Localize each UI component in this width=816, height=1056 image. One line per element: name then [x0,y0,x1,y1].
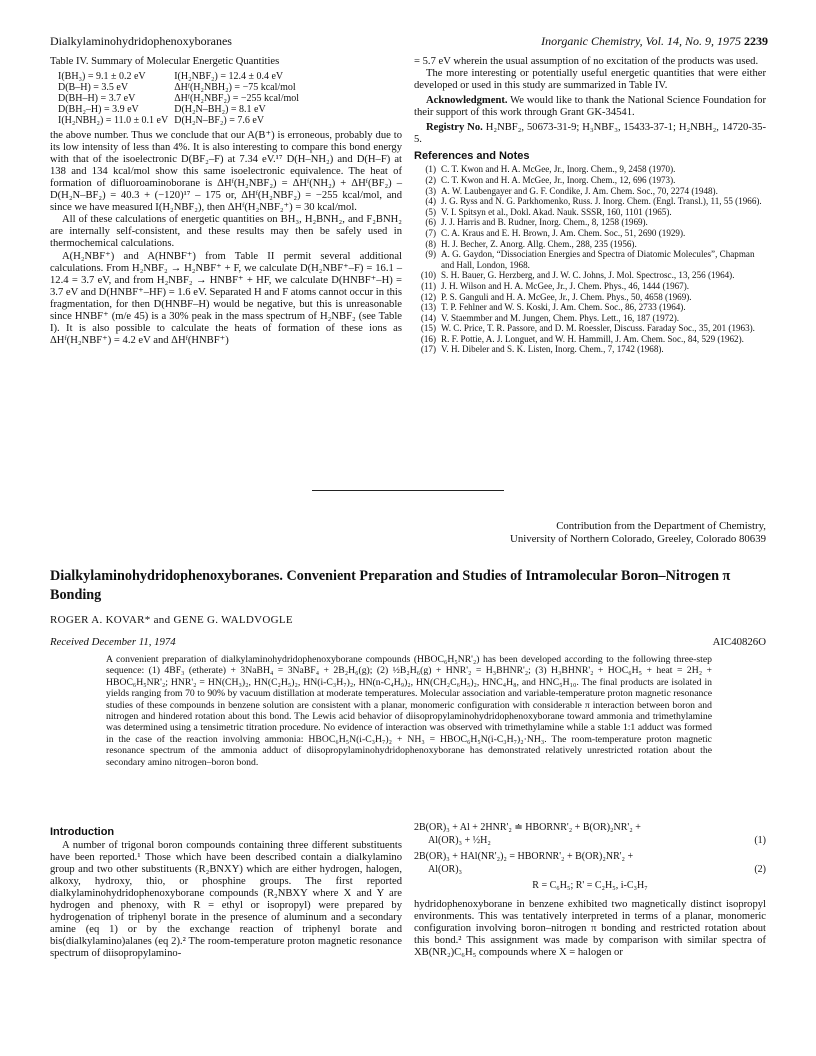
article-title: Dialkylaminohydridophenoxyboranes. Convenient Preparation and Studies of Intramolecular Boron–Nitrogen π Bonding [50,568,731,603]
equation-number: (1) [754,834,766,846]
reference-item [414,344,766,355]
page-number: 2239 [744,34,768,48]
equation-number: (2) [754,863,766,875]
table-cell: I(H₂NBF₂) = 12.4 ± 0.4 eV [174,71,284,83]
reference-item [414,164,766,175]
reference-number: (14) [420,312,436,323]
reference-number: (6) [425,217,436,228]
introduction-section [50,822,402,961]
paragraph: The more interesting or potentially useful energetic quantities that were either developed or used in this study are summarized in Table IV. [414,68,766,92]
table-title: Table IV. Summary of Molecular Energetic Quantities [50,56,280,67]
reference-number: (3) [425,185,436,196]
reference-number: (4) [425,196,436,207]
left-column [50,56,402,347]
running-header-title: Dialkylaminohydridophenoxyboranes [50,34,232,48]
acknowledgment-label: Acknowledgment. [426,95,508,107]
paragraph: hydridophenoxyborane in benzene exhibited two magnetically distinct isopropyl environments. This was tentatively interpreted in terms of a planar, monomeric configuration involving boron–nitrogen π bonding and restricted rotation about this bond.² This assignment was made by comparison with similar spectra of XB(NR₂)C₆H₅ compounds where X = halogen or [414,898,766,958]
introduction-heading: Introduction [50,826,115,838]
reference-text: T. P. Fehlner and W. S. Koski, J. Am. Chem. Soc., 86, 2733 (1964). [441,302,686,313]
equation-line: 2B(OR)₃ + Al + 2HNR'₂ ≐ HBORNR'₂ + B(OR)₂NR'₂ + [414,822,641,833]
reference-item [414,249,766,270]
reference-text: J. J. Harris and B. Rudner, Inorg. Chem., 8, 1258 (1969). [441,217,648,228]
contribution-affiliation [400,520,766,545]
reference-item [414,217,766,228]
reference-text: A. W. Laubengayer and G. F. Condike, J. Am. Chem. Soc., 70, 2274 (1948). [441,185,718,196]
manuscript-code: AIC40826O [712,636,766,648]
table-cell: D(BH–H) = 3.7 eV [58,93,136,105]
reference-text: V. I. Spitsyn et al., Dokl. Akad. Nauk. SSSR, 160, 1101 (1965). [441,206,672,217]
paragraph: A number of trigonal boron compounds containing three different substituents have been reported.¹ Those which have been described contain a dialkylamino group and two other substituents (R₂BNXY) which are either hydrogen, halogen, alkoxy, hydroxy, thio, or phosphine groups. The first reported dialkylaminohydridophenoxyborane compounds (R₂NBXY where X and Y are hydrogen and phenoxy, with R = ethyl or isopropyl) were prepared by hydrogenation of triphenyl borate in the presence of aluminum and a secondary amine (eq 1) or by the exchange reaction of triphenyl borate and bis(dialkylamino)alanes (eq 2).² The room-temperature proton magnetic resonance spectrum of diisopropylamino- [50,840,402,960]
table-cell: ΔHᶠ(H₂NBH₂) = −75 kcal/mol [174,82,296,94]
reference-item [414,313,766,324]
reference-number: (16) [420,333,436,344]
table-cell: D(BH₂–H) = 3.9 eV [58,104,139,116]
reference-item [414,239,766,250]
table-row [58,82,305,93]
contribution-line: Contribution from the Department of Chemistry, [556,520,766,532]
equation-line: Al(OR)₃ [428,863,463,875]
reference-number: (13) [420,302,436,313]
abstract: A convenient preparation of dialkylaminohydridophenoxyborane compounds (HBOC₆H₅NR'₂) has been developed according to the following three-step sequence: (1) 4BF₃ (etherate) + 3NaBH₄ = 3NaBF₄ + 2B₂H₆(g); (2) ½B₂H₆(g) + HNR'₂ = H₃BHNR'₂; (3) H₃BHNR'₂ + HOC₆H₅ + heat = 2H₂ + HBOC₆H₅NR'₂; HNR'₂ = HN(CH₃)₂, HN(C₂H₅)₂, HN(i-C₃H₇)₂, HN(n-C₄H₉)₂, HN(CH₂C₆H₅)₂, HNC₄H₈, and HNC₅H₁₀. The final products are isolated in yields ranging from 70 to 90% by vacuum distillation at moderate temperatures. Molecular association and variable-temperature proton magnetic resonance studies of these compounds in benzene solution are consistent with a planar, monomeric configuration with considerable π interaction between boron and nitrogen and hindered rotation about this bond. The Lewis acid behavior of diisopropylaminohydridophenoxyborane toward ammonia and trimethylamine was determined using a tensimetric titration procedure. No evidence of interaction was observed with trimethylamine while a stable 1:1 adduct was formed in the case of the reaction involving ammonia: HBOC₆H₅N(i-C₃H₇)₂ + NH₃ = HBOC₆H₅N(i-C₃H₇)₂·NH₃. The room-temperature proton magnetic resonance spectrum of the ammonia adduct of diisopropylaminohydridophenoxyborane has demonstrated relatively unrestricted rotation about the secondary amino nitrogen–boron bond. [106,654,712,768]
reference-text: W. C. Price, T. R. Passore, and D. M. Roessler, Discuss. Faraday Soc., 35, 201 (1963). [441,323,755,334]
reference-item [414,270,766,281]
reference-item [414,186,766,197]
right-column [414,56,766,355]
acknowledgment [414,95,766,119]
reference-text: V. Staemmber and M. Jungen, Chem. Phys. Lett., 16, 187 (1972). [441,312,680,323]
reference-text: C. A. Kraus and E. H. Brown, J. Am. Chem. Soc., 51, 2690 (1929). [441,227,686,238]
references-heading: References and Notes [414,150,530,163]
energetics-table [58,71,305,126]
paragraph: the above number. Thus we conclude that our A(B⁺) is erroneous, probably due to its low intensity of less than 4%. It is also interesting to compare this bond energy with that of the isoelectronic D(BF₂–F) at 7.34 eV.¹⁷ D(H–NH₂) and D(H–F) at 138 and 134 kcal/mol show this same isoelectronic equivalence. The heat of formation of difluoroaminoborane is ΔHᶠ(H₂NBF₂) = ΔHᶠ(NH₂) + ΔHᶠ(BF₂) – D(H₂N–BF₂) = 40.3 + (−120)¹⁷ – 175 or, ΔHᶠ(H₂NBF₂) = −255 kcal/mol, and since we have measured I(H₂NBF₂), then ΔHᶠ(H₂NBF₂⁺) = 30 kcal/mol. [50,130,402,214]
reference-number: (10) [420,270,436,281]
section-divider [312,490,504,491]
reference-text: S. H. Bauer, G. Herzberg, and J. W. C. Johns, J. Mol. Spectrosc., 13, 256 (1964). [441,270,735,281]
table-cell: D(B–H) = 3.5 eV [58,82,129,94]
reference-text: H. J. Becher, Z. Anorg. Allg. Chem., 288, 235 (1956). [441,238,637,249]
reference-number: (11) [421,280,436,291]
table-cell: I(BH₃) = 9.1 ± 0.2 eV [58,71,146,83]
reference-item [414,302,766,313]
running-header-journal [448,34,768,49]
equation-line: 2B(OR)₃ + HAl(NR'₂)₂ = HBORNR'₂ + B(OR)₂NR'₂ + [414,851,634,862]
reference-number: (12) [420,291,436,302]
reference-text: J. G. Ryss and N. G. Parkhomenko, Russ. J. Inorg. Chem. (Engl. Transl.), 11, 55 (1966). [441,196,762,207]
contribution-line: University of Northern Colorado, Greeley, Colorado 80639 [510,532,766,545]
reference-item [414,228,766,239]
table-row [58,93,305,104]
paragraph: All of these calculations of energetic quantities on BH₃, H₂BNH₂, and F₂BNH₂ are internally self-consistent, and these results may then be safely used in thermochemical calculations. [50,214,402,250]
equation-legend: R = C₆H₅; R' = C₂H₅, i-C₃H₇ [532,880,648,891]
reference-number: (5) [425,206,436,217]
article-authors: ROGER A. KOVAR* and GENE G. WALDVOGLE [50,614,293,626]
table-cell: D(H₂N–BF₂) = 7.6 eV [174,115,265,127]
reference-text: A. G. Gaydon, “Dissociation Energies and Spectra of Diatomic Molecules”, Chapman and Hall, London, 1968. [441,249,755,270]
registry-label: Registry No. [426,122,483,134]
reference-number: (1) [425,164,436,175]
reference-text: P. S. Ganguli and H. A. McGee, Jr., J. Chem. Phys., 50, 4658 (1969). [441,291,692,302]
received-date: Received December 11, 1974 [50,636,176,648]
reference-number: (15) [420,323,436,334]
reference-text: V. H. Dibeler and S. K. Listen, Inorg. Chem., 7, 1742 (1968). [441,344,664,355]
reference-number: (9) [425,249,436,260]
reference-text: R. F. Pottie, A. J. Longuet, and W. H. Hammill, J. Am. Chem. Soc., 84, 529 (1962). [441,333,744,344]
references-list [414,164,766,355]
paragraph: A(H₂NBF⁺) and A(HNBF⁺) from Table II permit several additional calculations. From H₂NBF₂ → H₂NBF⁺ + F, we calculate D(H₂NBF⁺–F) = 16.1 – 12.4 = 3.7 eV, and from H₂NBF₂ → HNBF⁺ + HF, we calculate D(HNBF⁺–H) = 3.7 eV and D(HNBF⁺–HF) = 1.6 eV. Separated H and F atoms cannot occur in this fragmentation, for then D(HNBF–H) would be negative, but this is unreasonable since HNBF⁺ (m/e 45) is a 30% peak in the mass spectrum of H₂NBF₂ (see Table I). It is also possible to calculate the heats of formation of these ions as ΔHᶠ(H₂NBF⁺) = 4.2 eV and ΔHᶠ(HNBF⁺) [50,250,402,346]
acknowledgment-text: We would like to thank the National Science Foundation for their support of this work through Grant GK-34541. [414,95,766,119]
reference-text: J. H. Wilson and H. A. McGee, Jr., J. Chem. Phys., 46, 1444 (1967). [441,280,690,291]
registry-numbers [414,122,766,146]
reference-item [414,175,766,186]
introduction-right [414,822,766,959]
reference-item [414,292,766,303]
table-row [58,115,305,126]
reference-number: (8) [425,238,436,249]
reference-item [414,207,766,218]
table-cell: I(H₂NBH₂) = 11.0 ± 0.1 eV [58,115,169,127]
reference-item [414,281,766,292]
reference-text: C. T. Kwon and H. A. McGee, Jr., Inorg. Chem., 9, 2458 (1970). [441,164,676,175]
reference-item [414,334,766,345]
equation-2 [414,851,766,876]
table-row [58,71,305,82]
table-row [58,104,305,115]
reference-number: (2) [425,174,436,185]
journal-citation: Inorganic Chemistry, Vol. 14, No. 9, 1975 [541,34,741,48]
equation-line: Al(OR)₃ + ½H₂ [428,834,491,846]
reference-item [414,323,766,334]
table-cell: D(H₂N–BH₂) = 8.1 eV [174,104,266,116]
table-cell: ΔHᶠ(H₂NBF₂) = −255 kcal/mol [174,93,300,105]
equation-1 [414,822,766,847]
reference-item [414,196,766,207]
paragraph: = 5.7 eV wherein the usual assumption of no excitation of the products was used. [414,56,759,67]
registry-text: H₂NBF₂, 50673-31-9; H₃NBF₃, 15433-37-1; H₂NBH₂, 14720-35-5. [414,122,766,146]
reference-number: (17) [420,344,436,355]
reference-number: (7) [425,227,436,238]
reference-text: C. T. Kwon and H. A. McGee, Jr., Inorg. Chem., 12, 696 (1973). [441,174,676,185]
